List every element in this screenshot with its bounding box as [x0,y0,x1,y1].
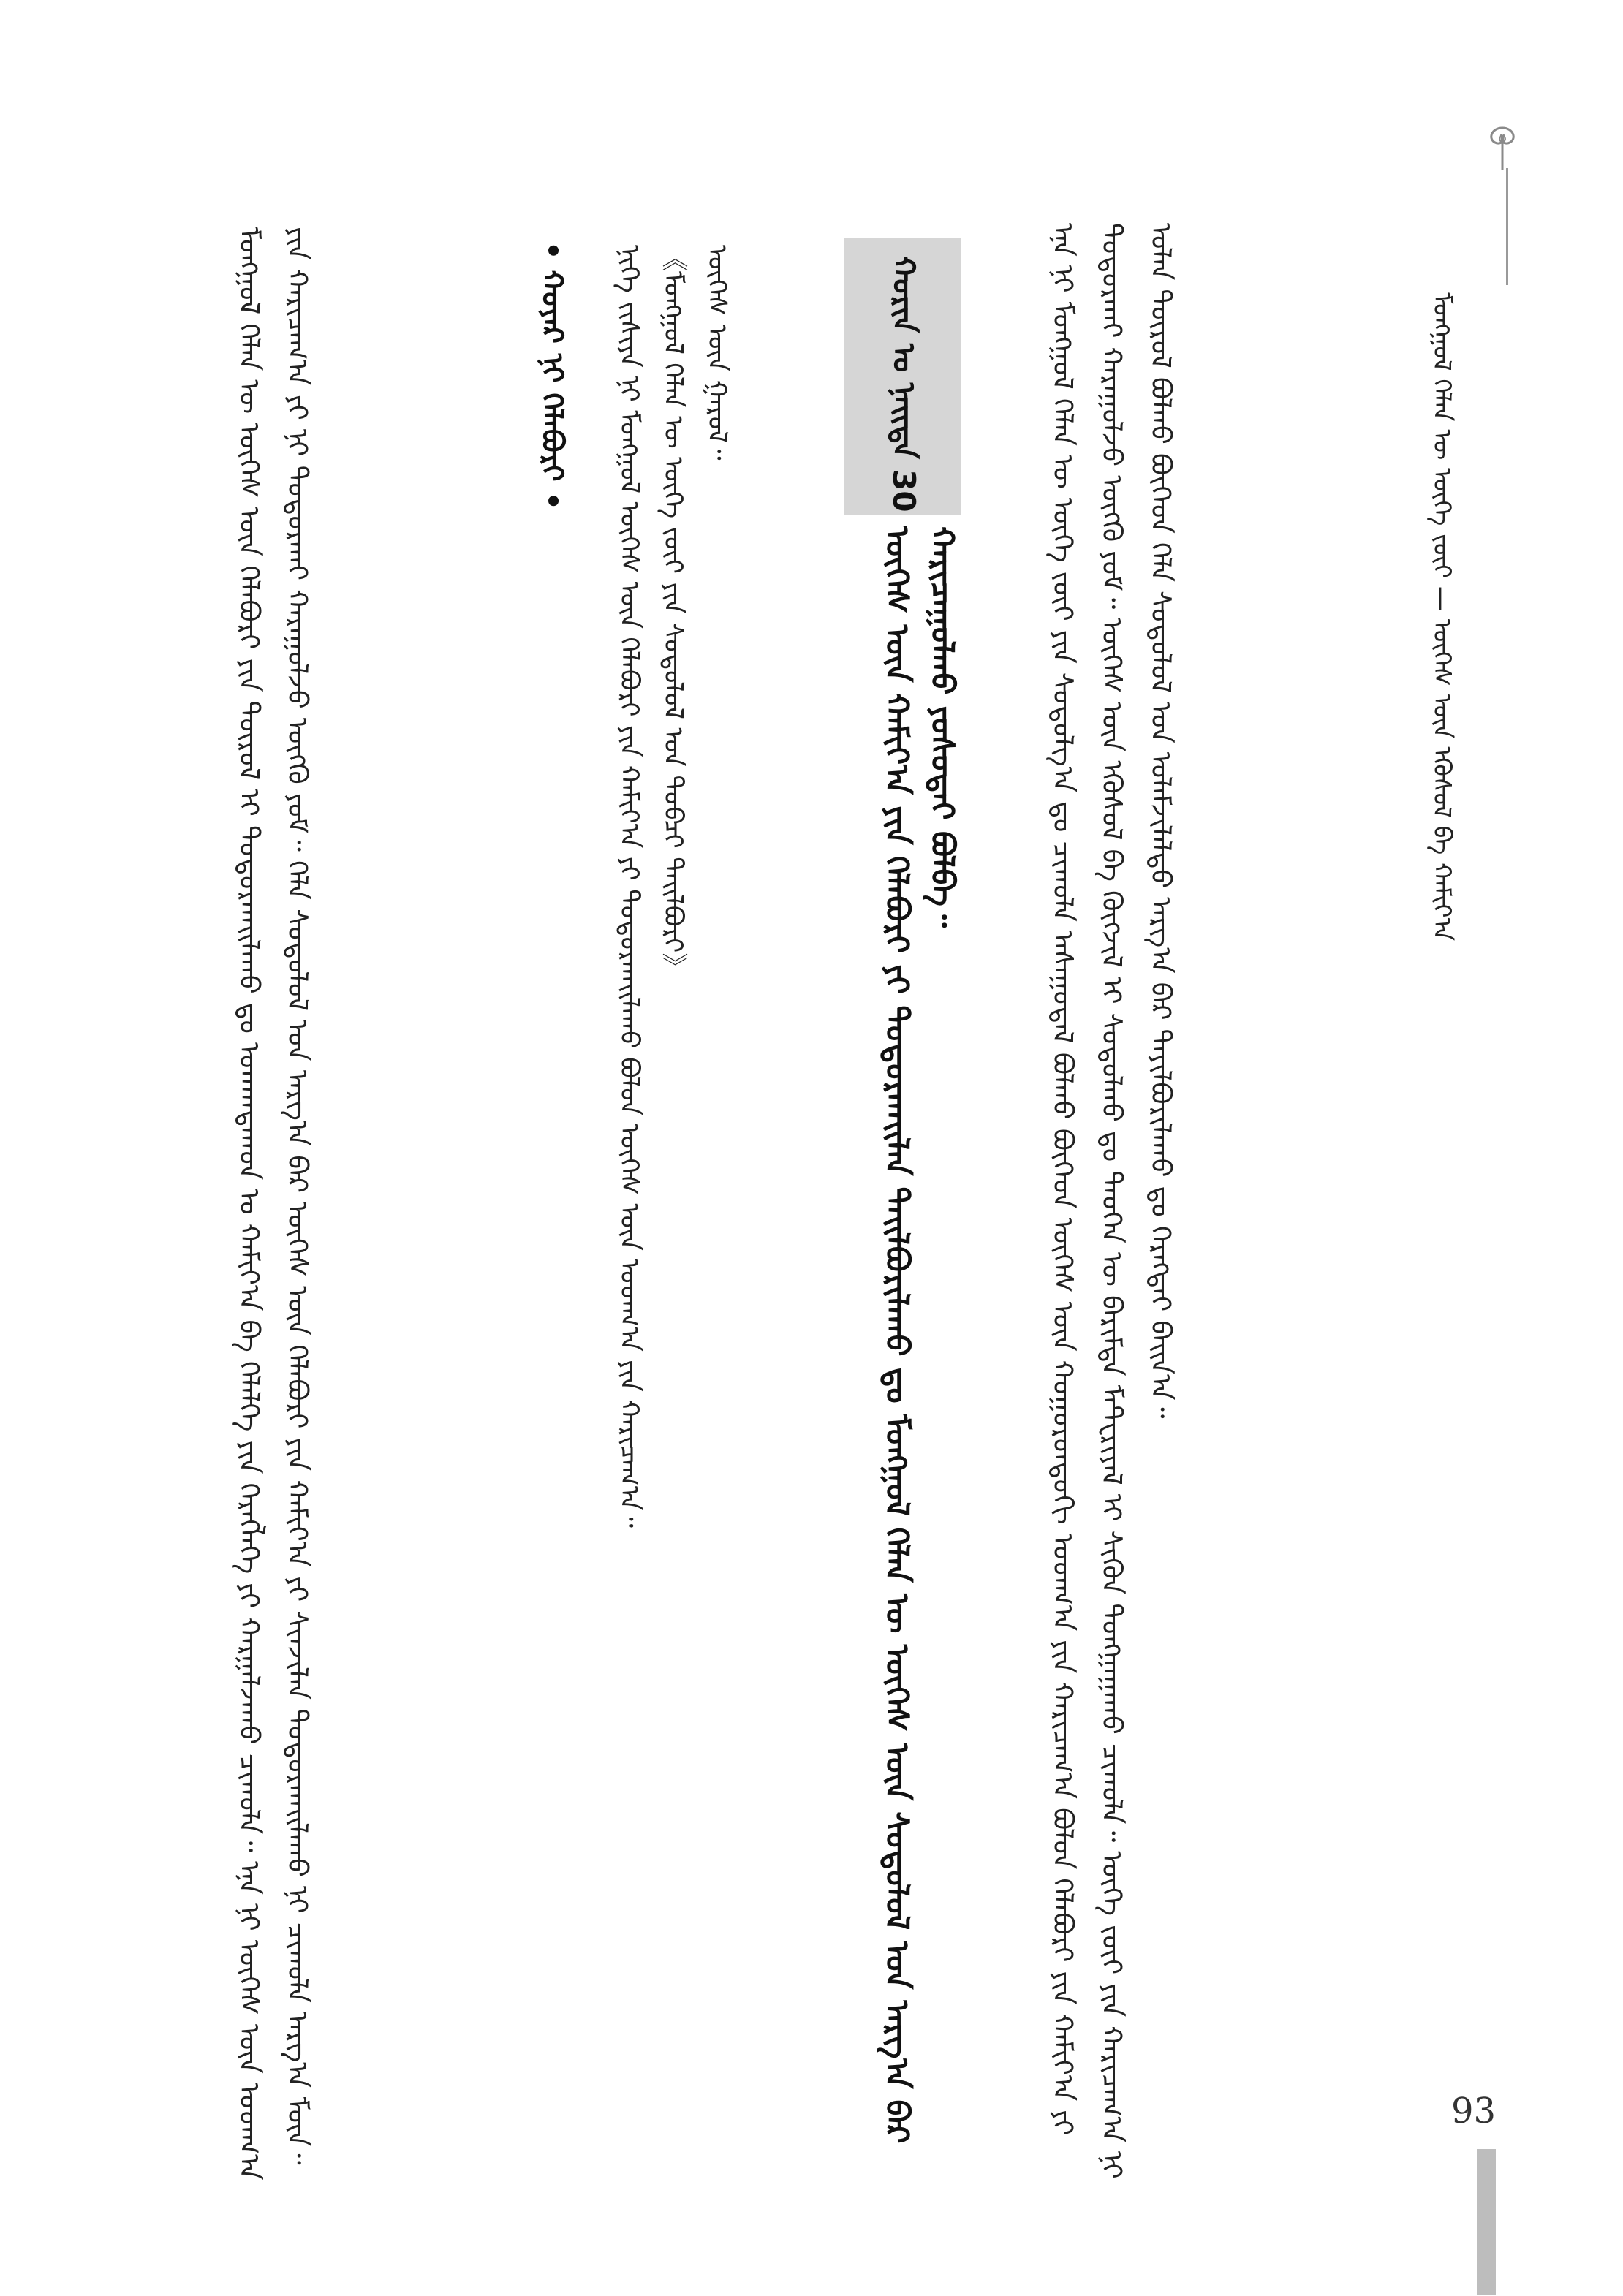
section-number: ᠬᠣᠷᠢᠨ ᠤ ᠨᠡᠢᠲᠡ 30 [886,256,922,512]
header-rule [1506,168,1508,285]
paragraph-text: ᠡᠨᠡ ᠨᠢ ᠮᠣᠩᠭᠣᠯ ᠬᠡᠯᠡᠨ ᠦ ᠦᠭᠡ ᠵᠦᠢ ᠶᠢᠨ ᠰᠤᠳᠤᠯᠭ᠎ᠠ ᠳᠤ ᠴᠢᠬᠤᠯᠠ ᠠᠰᠠᠭᠤᠳᠠᠯ ᠪᠣᠯᠬᠤ ᠪᠥᠭᠡᠳ ᠦᠭᠡᠰ ᠦᠨ ᠬᠣᠭᠣᠷᠣᠨᠳᠣᠬᠢ ᠤᠳᠬ᠎ᠠ ᠶᠢᠨ ᠬᠠᠷᠢᠴᠠᠭ᠎ᠠ ᠪᠣᠯᠤᠨ ᠬᠡᠯᠡᠪᠦᠷᠢ ᠶᠢᠨ ᠬᠠᠮᠢᠶ᠎ᠠ ᠶᠢ ᠲᠣᠳᠣᠷᠬᠠᠢ ᠬᠠᠷᠠᠭᠤᠯᠵᠤ ᠥᠭᠬᠦ ᠶᠤᠮ᠃ ᠦᠭᠡᠰ ᠦᠨ ᠡᠭᠦᠰᠦᠯ ᠪᠠ ᠬᠥᠭᠵᠢᠯ ᠢ ᠰᠤᠳᠤᠯᠬᠤ ᠳᠤ ᠲᠡᠦᠬᠡᠨ ᠦ ᠪᠠᠷᠢᠮᠲᠠ ᠮᠠᠲᠧᠷᠢᠶᠠᠯ ᠢ ᠰᠢᠭᠦᠨ ᠲᠤᠩᠭᠠᠭᠠᠬᠤ ᠴᠢᠬᠤᠯᠠ᠃ ᠦᠭᠡ ᠵᠦᠢ ᠶᠢᠨ ᠬᠠᠷᠢᠴᠠᠭ᠎ᠠ ᠨᠢ ᠣᠯᠠᠨ ᠲᠥᠷᠥᠯ ᠪᠣᠯᠬᠤ ᠪᠥᠭᠡᠳ ᠬᠡᠯᠡ ᠰᠤᠳᠤᠯᠤᠯ ᠤᠨ ᠤᠯᠠᠮᠵᠢᠯᠠᠯᠲᠤ ᠠᠷᠭ᠎ᠠ ᠪᠠᠷ ᠲᠠᠶᠢᠯᠪᠤᠷᠢᠯᠠᠬᠤ ᠳᠤ ᠬᠡᠷᠡᠭᠲᠡᠢ ᠪᠠᠢᠨ᠎ᠠ᠃ [1047,223,1177,2179]
example-line: 《ᠮᠣᠩᠭᠣᠯ ᠬᠡᠯᠡᠨ ᠦ ᠦᠭᠡ ᠵᠦᠢ ᠶᠢᠨ ᠰᠤᠳᠤᠯᠤᠯ ᠤᠨ ᠲᠣᠪᠴᠢ ᠲᠠᠢᠯᠪᠤᠷᠢ》 [658,245,688,980]
main-paragraph [1038,223,1185,2211]
running-header: ᠮᠣᠩᠭᠣᠯ ᠬᠡᠯᠡᠨ ᠦ ᠦᠭᠡ ᠵᠦᠢ — ᠦᠭᠡᠰ ᠦᠨ ᠡᠭᠦᠰᠦᠯ ᠪᠠ ᠬᠠᠮᠢᠶ᠎ᠠ [1427,292,1456,941]
example-block [607,245,738,2204]
page-side-marker [1477,2149,1496,2295]
bullet-heading: • ᠬᠣᠶᠠᠷ ᠨᠢ ᠬᠡᠯᠡᠪᠦᠷᠢ • [535,241,569,511]
flourish-ornament-icon [1469,121,1535,172]
page-number: 93 [1451,2091,1497,2132]
second-paragraph [197,227,349,2215]
paragraph-text: ᠮᠣᠩᠭᠣᠯ ᠬᠡᠯᠡᠨ ᠦ ᠦᠭᠡᠰ ᠦᠨ ᠬᠡᠯᠡᠪᠦᠷᠢ ᠶᠢᠨ ᠲᠥᠷᠥᠯ ᠢ ᠲᠣᠳᠣᠷᠬᠠᠢᠯᠠᠬᠤ ᠳᠤ ᠤᠬᠠᠭᠳᠠᠬᠤᠨ ᠤ ᠬᠠᠮᠢᠶ᠎ᠠ ᠪᠠ ᠬᠡᠯᠡᠯᠭᠡ ᠶᠢᠨ ᠬᠡᠷᠡᠭᠯᠡᠭᠡ ᠶᠢ ᠬᠠᠷᠭᠠᠯᠵᠠᠬᠤ ᠴᠢᠬᠤᠯᠠ᠃ ᠡᠨᠡ ᠨᠢ ᠦᠭᠡᠰ ᠦᠨ ᠤᠳᠬ᠎ᠠ ᠶᠢᠨ ᠬᠠᠷᠢᠴᠠᠭ᠎ᠠ ᠶᠢ ᠨᠢ ᠲᠣᠳᠣᠷᠬᠠᠢ ᠬᠠᠷᠠᠭᠤᠯᠵᠤ ᠥᠭᠬᠦ ᠶᠤᠮ᠃ ᠬᠡᠯᠡ ᠰᠤᠳᠤᠯᠤᠯ ᠤᠨ ᠠᠷᠭ᠎ᠠ ᠪᠠᠷ ᠦᠭᠡᠰ ᠦᠨ ᠬᠡᠯᠡᠪᠦᠷᠢ ᠶᠢᠨ ᠬᠠᠮᠢᠶ᠎ᠠ ᠶᠢ ᠰᠢᠨᠵᠢᠯᠡᠨ ᠲᠣᠳᠣᠷᠬᠠᠢᠯᠠᠬᠤ ᠨᠢ ᠴᠢᠬᠤᠯᠠ ᠠᠷᠭ᠎ᠠ ᠮᠥᠨ᠃ [233,227,314,2181]
example-line: ᠦᠭᠡᠰ ᠦᠨ ᠭᠠᠷᠤᠯ᠃ [702,245,732,461]
section-title: ᠦᠭᠡᠰ ᠦᠨ ᠬᠠᠮᠢᠶ᠎ᠠ ᠶᠢᠨ ᠬᠡᠯᠡᠪᠦᠷᠢ ᠶᠢ ᠲᠣᠳᠣᠷᠬᠠᠢᠯᠠᠨ ᠲᠠᠢᠯᠪᠤᠷᠢᠯᠠᠬᠤ ᠳᠤ ᠮᠣᠩᠭᠣᠯ ᠬᠡᠯᠡᠨ ᠦ ᠦᠭᠡᠰ ᠦᠨ ᠰᠤᠳᠤᠯᠤᠯ ᠤᠨ ᠠᠷᠭ᠎ᠠ ᠪᠠᠷ ᠬᠠᠷᠢᠴᠠᠭᠤᠯᠬᠤ ᠶᠤᠰᠤᠲᠠᠢ ᠪᠣᠯᠪᠠ᠃ [878,526,961,2144]
example-line: ᠨᠢᠭᠡ ᠵᠢᠱᠢᠶᠡ ᠨᠢ ᠮᠣᠩᠭᠣᠯ ᠦᠭᠡᠰ ᠦᠨ ᠬᠡᠯᠡᠪᠦᠷᠢ ᠶᠢᠨ ᠬᠠᠮᠢᠶ᠎ᠠ ᠶᠢ ᠲᠣᠳᠣᠷᠬᠠᠢᠯᠠᠬᠤ ᠪᠣᠯᠤᠨ ᠦᠭᠡᠰ ᠦᠨ ᠤᠳᠬ᠎ᠠ ᠶᠢᠨ ᠬᠠᠷᠢᠴᠠᠭ᠎ᠠ᠃ [614,245,644,1528]
